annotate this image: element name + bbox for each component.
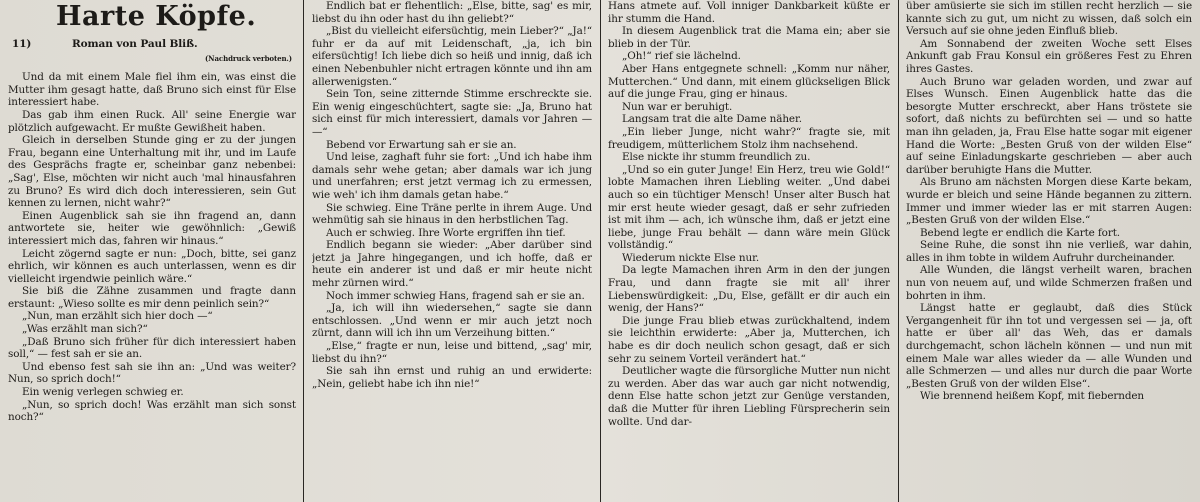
paragraph: „Bist du vielleicht eifersüchtig, mein Lieber?“ „Ja!“ fuhr er da auf mit Leidenschaft, „ja, ich bin eifersüchtig! Ich liebe dich so heiß und innig, daß ich einen Nebenbuhler nicht ertragen könnte und ihn am allerwenigsten.“ [312, 25, 592, 88]
paragraph: Else nickte ihr stumm freundlich zu. [622, 151, 811, 164]
paragraph: Endlich begann sie wieder: „Aber darüber sind jetzt ja Jahre hingegangen, und ich hoffe, daß er heute ein anderer ist und daß er mir heute nicht mehr zürnen wird.“ [312, 239, 592, 290]
paragraph: Längst hatte er geglaubt, daß dies Stück Vergangenheit für ihn tot und vergessen sei — ja, oft hatte er über all' das Weh, das er damals durchgemacht, schon lächeln können — und nun mit einem Male war alles wieder da — alle Wunden und alle Schmerzen — und alles nur durch die paar Worte „Besten Gruß von der wilden Else“. [906, 302, 1192, 390]
paragraph: Endlich bat er flehentlich: „Else, bitte, sag' es mir, liebst du ihn oder hast du ihn geliebt?“ [312, 0, 592, 25]
paragraph: Gleich in derselben Stunde ging er zu der jungen Frau, begann eine Unterhaltung mit ihr, und im Laufe des Gesprächs fragte er, scheinbar ganz nebenbei: „Sag', Else, möchten wir nicht auch 'mal hinausfahren zu Bruno? Es wird dich doch interessieren, sein Gut kennen zu lernen, nicht wahr?“ [8, 134, 296, 210]
paragraph: Das gab ihm einen Ruck. All' seine Energie war plötzlich aufgewacht. Er mußte Gewißheit haben. [8, 108, 296, 134]
paragraph: „Was erzählt man sich?“ [22, 323, 148, 336]
column-3 [608, 0, 890, 502]
paragraph: „Else,“ fragte er nun, leise und bittend, „sag' mir, liebst du ihn?“ [312, 340, 592, 365]
paragraph: Langsam trat die alte Dame näher. [622, 113, 802, 126]
column-3-text [608, 0, 890, 428]
paragraph: Bebend legte er endlich die Karte fort. [920, 226, 1120, 239]
column-2-text [312, 0, 592, 390]
paragraph: „Nun, man erzählt sich hier doch —“ [22, 310, 213, 323]
paragraph: Bebend vor Erwartung sah er sie an. [326, 138, 517, 151]
paragraph: Hans atmete auf. Voll inniger Dankbarkeit küßte er ihr stumm die Hand. [608, 0, 890, 25]
paragraph: Wiederum nickte Else nur. [622, 251, 760, 264]
paragraph: Sie schwieg. Eine Träne perlte in ihrem Auge. Und wehmütig sah sie hinaus in den herbstlichen Tag. [312, 201, 592, 227]
paragraph: Und leise, zaghaft fuhr sie fort: „Und ich habe ihm damals sehr wehe getan; aber damals war ich jung und unerfahren; erst jetzt vermag ich zu ermessen, wie weh' ich ihm damals getan habe.“ [312, 151, 592, 201]
column-4 [906, 0, 1192, 502]
paragraph: Deutlicher wagte die fürsorgliche Mutter nun nicht zu werden. Aber das war auch gar nicht notwendig, denn Else hatte schon jetzt zur Genüge verstanden, daß die Mutter für ihren Liebling Fürsprecherin sein wollte. Und dar- [608, 365, 890, 428]
paragraph: Sie sah ihn ernst und ruhig an und erwiderte: „Nein, geliebt habe ich ihn nie!“ [312, 365, 592, 390]
paragraph: Da legte Mamachen ihren Arm in den der jungen Frau, und dann fragte sie mit all' ihrer Liebenswürdigkeit: „Du, Else, gefällt er dir auch ein wenig, der Hans?“ [608, 264, 890, 315]
column-2 [312, 0, 592, 502]
paragraph: Einen Augenblick sah sie ihn fragend an, dann antwortete sie, heiter wie gewöhnlich: „Gewiß interessiert mich das, fahren wir hinaus.“ [8, 209, 296, 247]
column-1 [8, 0, 296, 502]
paragraph: Wie brennend heißem Kopf, mit fiebernden [920, 390, 1145, 403]
paragraph: Als Bruno am nächsten Morgen diese Karte bekam, wurde er bleich und seine Hände begannen zu zittern. Immer und immer wieder las er mit starren Augen: „Besten Gruß von der wilden Else.“ [906, 176, 1192, 227]
paragraph: Ein wenig verlegen schwieg er. [22, 386, 184, 399]
byline-row [8, 38, 296, 51]
paragraph: „Und so ein guter Junge! Ein Herz, treu wie Gold!“ lobte Mamachen ihren Liebling weiter. „Und dabei auch so ein tüchtiger Mensch! Unser alter Busch hat mir erst heute wieder gesagt, daß er sehr zufrieden ist mit ihm — ach, ich wünsche ihm, daß er jetzt eine liebe, junge Frau behält — dann wäre mein Glück vollständig.“ [608, 163, 890, 252]
reprint-notice: (Nachdruck verboten.) [204, 53, 292, 63]
paragraph: Alle Wunden, die längst verheilt waren, brachen nun von neuem auf, und wilde Schmerzen fraßen und bohrten in ihm. [906, 264, 1192, 302]
paragraph: Am Sonnabend der zweiten Woche sett Elses Ankunft gab Frau Konsul ein größeres Fest zu Ehren ihres Gastes. [906, 37, 1192, 75]
column-divider [303, 0, 304, 502]
author-byline: Roman von Paul Bliß. [72, 38, 198, 50]
paragraph: Auch Bruno war geladen worden, und zwar auf Elses Wunsch. Einen Augenblick hatte das die besorgte Mutter erschreckt, aber Hans tröstete sie sofort, daß nichts zu befürchten sei — und so hatte man ihn geladen, ja, Frau Else hatte sogar mit eigener Hand die Worte: „Besten Gruß von der wilden Else“ auf seine Einladungskarte geschrieben — aber auch darüber beruhigte Hans die Mutter. [906, 75, 1192, 176]
paragraph: „Ein lieber Junge, nicht wahr?“ fragte sie, mit freudigem, mütterlichem Stolz ihm nachsehend. [608, 125, 890, 151]
column-4-text [906, 38, 1192, 403]
column-divider [898, 0, 899, 502]
paragraph: Seine Ruhe, die sonst ihn nie verließ, war dahin, alles in ihm tobte in wildem Aufruhr durcheinander. [906, 239, 1192, 264]
paragraph: Sie biß die Zähne zusammen und fragte dann erstaunt: „Wieso sollte es mir denn peinlich sein?“ [8, 285, 296, 310]
paragraph: „Daß Bruno sich früher für dich interessiert haben soll,“ — fest sah er sie an. [8, 335, 296, 361]
paragraph: „Ja, ich will ihn wiedersehen,“ sagte sie dann entschlossen. „Und wenn er mir auch jetzt noch zürnt, dann will ich ihn um Verzeihung bitten.“ [312, 302, 592, 340]
column-4-continuation: über amüsierte sie sich im stillen recht herzlich — sie kannte sich zu gut, um nicht zu wissen, daß solch ein Versuch auf sie ohne jeden Einfluß blieb. [906, 0, 1192, 38]
paragraph: Und ebenso fest sah sie ihn an: „Und was weiter? Nun, so sprich doch!“ [8, 360, 296, 386]
paragraph: „Oh!“ rief sie lächelnd. [622, 50, 741, 63]
paragraph: Nun war er beruhigt. [622, 100, 733, 113]
installment-number: 11) [12, 38, 32, 50]
paragraph: Und da mit einem Male fiel ihm ein, was einst die Mutter ihm gesagt hatte, daß Bruno sich einst für Else interessiert habe. [8, 71, 296, 109]
paragraph: Aber Hans entgegnete schnell: „Komm nur näher, Mutterchen.“ Und dann, mit einem glückseligen Blick auf die junge Frau, ging er hinaus. [608, 62, 890, 101]
paragraph: Noch immer schwieg Hans, fragend sah er sie an. [326, 289, 585, 302]
paragraph: Sein Ton, seine zitternde Stimme erschreckte sie. Ein wenig eingeschüchtert, sagte sie: „Ja, Bruno hat sich einst für mich interessiert, damals vor Jahren — —“ [312, 88, 592, 138]
paragraph: Auch er schwieg. Ihre Worte ergriffen ihn tief. [326, 226, 566, 239]
paragraph: Die junge Frau blieb etwas zurückhaltend, indem sie leichthin erwiderte: „Aber ja, Mutterchen, ich habe es dir doch neulich schon gesagt, daß er sich sehr zu seinem Vorteil verändert hat.“ [608, 314, 890, 365]
paragraph: In diesem Augenblick trat die Mama ein; aber sie blieb in der Tür. [608, 25, 890, 50]
paragraph: Leicht zögernd sagte er nun: „Doch, bitte, sei ganz ehrlich, wir können es auch unterlassen, wenn es dir vielleicht irgendwie peinlich wäre.“ [8, 247, 296, 285]
article-title: Harte Köpfe. [56, 1, 257, 32]
column-1-text [8, 71, 296, 424]
paragraph: „Nun, so sprich doch! Was erzählt man sich sonst noch?“ [8, 398, 296, 424]
column-divider [600, 0, 601, 502]
